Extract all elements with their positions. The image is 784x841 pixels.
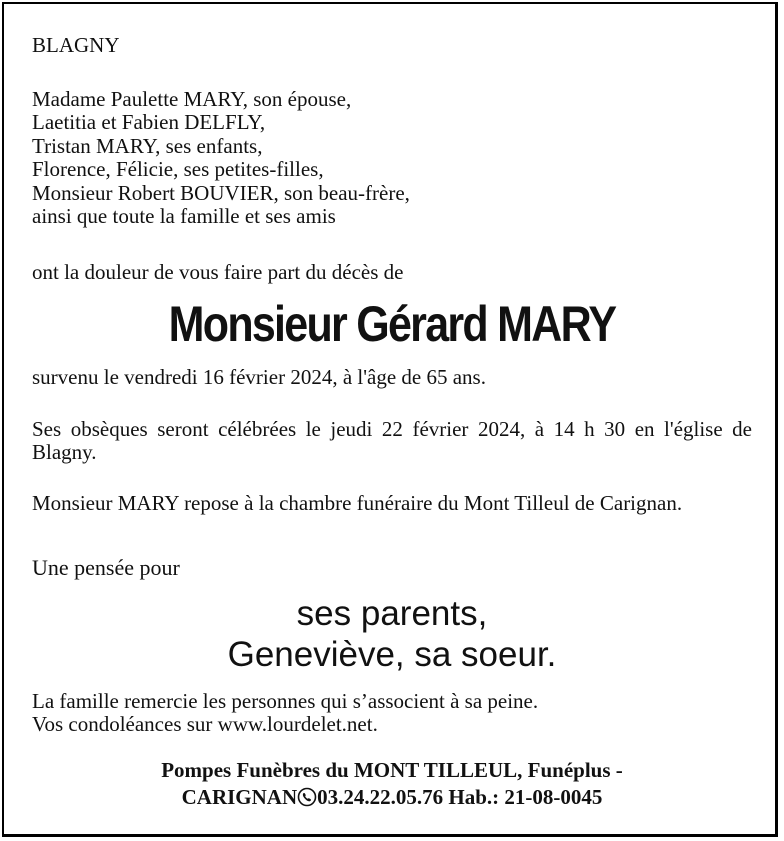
thought-line: Geneviève, sa soeur. <box>227 635 557 674</box>
family-line: Madame Paulette MARY, son épouse, <box>32 87 352 111</box>
funeral-home-line: Pompes Funèbres du MONT TILLEUL, Funéplus - <box>161 758 623 782</box>
family-line: Tristan MARY, ses enfants, <box>32 133 263 158</box>
funeral-text: Ses obsèques seront célébrées le jeudi 22 février 2024, à 14 h 30 en l'église de Blagny. <box>32 417 752 465</box>
family-list <box>32 88 752 228</box>
thanks-line: Vos condoléances sur www.lourdelet.net. <box>32 712 378 737</box>
deceased-name: Monsieur Gérard MARY <box>168 296 616 352</box>
funeral-home-hab: Hab.: 21-08-0045 <box>448 785 603 809</box>
family-line: Florence, Félicie, ses petites-filles, <box>32 157 324 182</box>
rest-text: Monsieur MARY repose à la chambre funéraire du Mont Tilleul de Carignan. <box>32 491 683 515</box>
thought-line: ses parents, <box>296 594 488 633</box>
phone-icon <box>297 787 317 814</box>
funeral-home-contact <box>0 784 784 814</box>
family-line: ainsi que toute la famille et ses amis <box>32 204 336 229</box>
thought-intro: Une pensée pour <box>32 555 180 580</box>
funeral-home-phone: 03.24.22.05.76 <box>317 785 444 809</box>
funeral-home-city: CARIGNAN <box>181 785 298 809</box>
town-heading: BLAGNY <box>32 33 120 57</box>
announcement-text: ont la douleur de vous faire part du décès de <box>32 260 404 284</box>
family-line: Laetitia et Fabien DELFLY, <box>32 110 266 135</box>
thanks-line: La famille remercie les personnes qui s’associent à sa peine. <box>32 689 539 713</box>
family-line: Monsieur Robert BOUVIER, son beau-frère, <box>32 180 410 205</box>
thanks-block <box>32 690 752 737</box>
death-date-text: survenu le vendredi 16 février 2024, à l'âge de 65 ans. <box>32 365 486 389</box>
